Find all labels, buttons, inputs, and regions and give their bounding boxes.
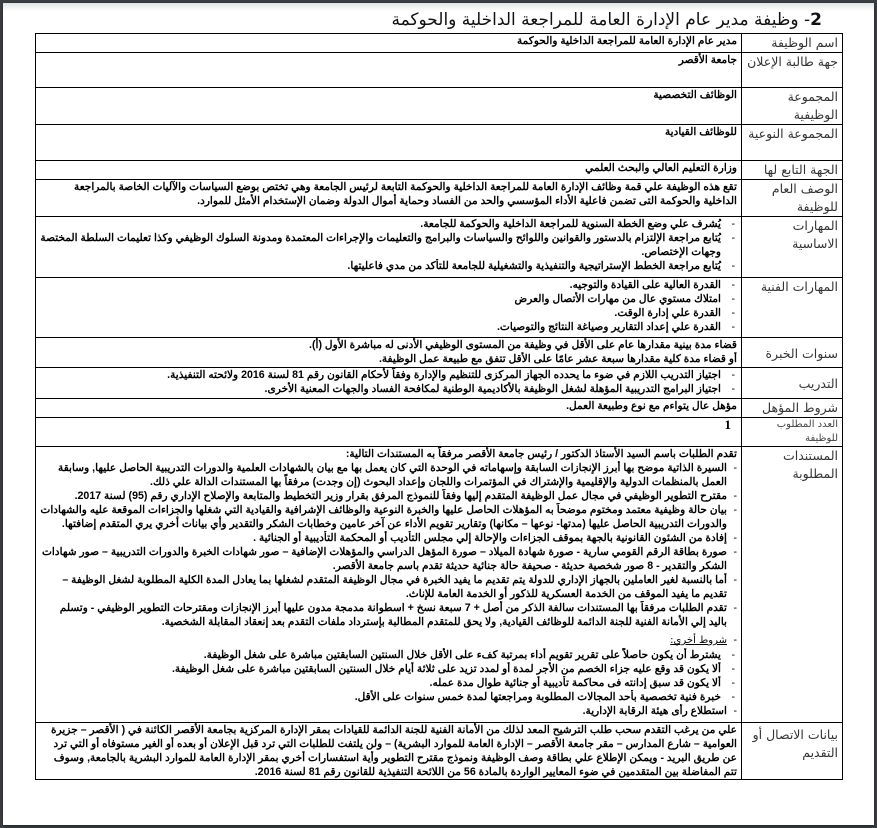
value-required-documents [36,447,742,723]
list-item [40,461,737,489]
list-item [40,278,737,292]
training-list [40,368,737,396]
value-technical-skills [36,278,742,338]
list-item-text: ألا يكون قد سبق إدانته فى محاكمة تأديبية أو جنائية طوال مدة عمله. [429,677,721,689]
list-item [40,545,737,573]
bullet-dash-icon: - [731,383,735,395]
list-item [40,368,737,382]
row-training [36,368,843,399]
list-item [40,231,737,259]
list-item-text: تقدم الطلبات مرفقاً بها المستندات سالفة الذكر من أصل + 7 سبعة نسخ + اسطوانة مدمجة مدون عليها أبرز الإنجازات ومقترحات التطوير الوظيفي - وتسلم باليد إلي الأمانة الفنية للجنة الدائمة للوظائف القيادية, ولا يحق للمتقدم المطالبة بإسترداد ملفات التقدم بعد إنعقاد المقابلة الشخصية. [59,602,727,628]
row-general-description [36,180,843,217]
contact-line: تتم المفاضلة بين المتقدمين في ضوء المعايير الواردة بالمادة 56 من اللائحة التنفيذية للقانون رقم 81 لسنة 2016. [254,766,737,778]
label-affiliated-body: الجهة التابع لها [742,161,843,180]
bullet-dash-icon: - [733,532,737,544]
list-item-text: يُتابع مراجعة الخطط الإستراتيجية والتنفيذية والتشغيلية للجامعة للتأكد من مدي فاعليتها. [347,260,721,272]
heading-text: شروط أخري: [670,635,727,646]
list-item-text: السيرة الذاتية موضح بها أبرز الإنجازات السابقة وإسهاماته في الوحدة التي كان يعمل بها مع بيان بالشهادات العلمية والدورات التدريبية الحاصل عليها, وسابقة العمل بالمنظمات الدولية والإقليمية والإشتراك في المؤتمرات واللجان وإعداد البحوث (إن وجدت) مرفقاً بها المستندات الدالة علي ذلك. [58,462,727,488]
contact-line: عن طريق البريد - ويمكن الإطلاع علي بطاقة وصف الوظيفة ونموذج مقترح التطوير وأية استفسارات أخري بمقر الإدارة العامة للموارد البشرية بالجامعة, وسوف [53,752,737,764]
list-item [40,690,737,704]
other-conditions-list [40,648,737,704]
bullet-dash-icon: - [731,307,735,319]
value-job-name: مدير عام الإدارة العامة للمراجعة الداخلية والحوكمة [36,34,742,53]
list-item [40,531,737,545]
bullet-dash-icon: - [731,293,735,305]
row-affiliated-body [36,161,843,180]
list-item-text: استطلاع رأى هيئة الرقابة الإدارية. [582,705,727,717]
basic-skills-list [40,217,737,273]
label-required-documents: المستندات المطلوبة [742,447,843,723]
bullet-dash-icon: - [733,634,737,646]
bullet-dash-icon: - [733,705,737,717]
job-details-table [35,33,843,780]
documents-intro: تقدم الطلبات باسم السيد الأستاذ الدكتور / رئيس جامعة الأقصر مرفقاً به المستندات التالية: [345,448,737,460]
list-item [40,320,737,334]
list-item [40,306,737,320]
title-number: 2 [810,10,822,30]
label-requesting-body: جهة طالبة الإعلان [742,53,843,88]
label-basic-skills: المهارات الاساسية [742,217,843,278]
experience-line: قضاء مدة بينية مقدارها عام على الأقل في وظيفة من المستوى الوظيفي الأدنى له مباشرة الأول (أ). [309,339,737,351]
bullet-dash-icon: - [731,260,735,272]
list-item [40,676,737,690]
list-item-text: ألا يكون قد وقع عليه جزاء الخصم من الأجر لمدة أو لمدد تزيد على ثلاثة أيام خلال السنتين السابقتين مباشرة على شغل الوظيفة. [171,663,721,675]
row-required-documents [36,447,843,723]
label-job-name: اسم الوظيفة [742,34,843,53]
row-technical-skills [36,278,843,338]
list-item [40,648,737,662]
bullet-dash-icon: - [731,218,735,230]
list-item-text: يُشرف علي وضع الخطة السنوية للمراجعة الداخلية والحوكمة للجامعة. [420,218,721,230]
row-requesting-body [36,53,843,88]
bullet-dash-icon: - [733,546,737,558]
title-text: - وظيفة مدير عام الإدارة العامة للمراجعة الداخلية والحوكمة [391,10,811,30]
bullet-dash-icon: - [731,677,735,689]
other-conditions-heading [40,633,737,648]
bullet-dash-icon: - [733,462,737,474]
list-item [40,259,737,273]
bullet-dash-icon: - [731,663,735,675]
value-required-count [36,418,742,447]
technical-skills-list [40,278,737,334]
list-item [40,503,737,531]
label-experience-years: سنوات الخبرة [742,338,843,368]
row-job-name [36,34,843,53]
bullet-dash-icon: - [731,232,735,244]
other-conditions-list-end [40,704,737,718]
experience-line: أو قضاء مدة كلية مقدارها سبعة عشر عامًا على الأقل تتفق مع طبيعة عمل الوظيفة. [378,353,737,365]
contact-line: العوامية – شارع المدارس – مقر جامعة الأقصر – الإدارة العامة للموارد البشرية) – ولن يلتفت للطلبات التي ترد قبل الإعلان أو بعده أو الغير مستوفاه أو التي ترد [53,738,737,750]
row-experience-years [36,338,843,368]
label-technical-skills: المهارات الفنية [742,278,843,338]
description-line: تقع هذه الوظيفة علي قمة وظائف الإدارة العامة للمراجعة الداخلية والحوكمة التابعة لرئيس الجامعة وهي تختص بوضع السياسات والآليات الخاصة بالمراجعة [74,181,737,193]
list-item-text: صورة بطاقة الرقم القومي سارية - صورة شهادة الميلاد – صورة المؤهل الدراسي والمؤهلات الإضافية – صور شهادات الخبرة والدورات التدريبية – صور شهادات الشكر والتقدير - 8 صور شخصية حديثة - صحيفة حالة جنائية حديثة تقدم باسم جامعة الأقصر. [41,546,727,572]
list-item-text: القدرة العالية على القيادة والتوجيه. [569,279,721,291]
value-qualitative-group: للوظائف القيادية [36,125,742,161]
value-basic-skills [36,217,742,278]
list-item [40,573,737,601]
row-job-group [36,88,843,125]
list-item [40,704,737,718]
bullet-dash-icon: - [733,602,737,614]
list-item-text: امتلاك مستوي عال من مهارات الأتصال والعرض [514,293,721,305]
value-experience-years [36,338,742,368]
value-affiliated-body: وزارة التعليم العالي والبحث العلمي [36,161,742,180]
list-item-text: يشترط أن يكون حاصلاً على تقرير تقويم أداء بمرتبة كفء على الأقل خلال السنتين السابقتين مباشرة على شغل الوظيفة. [203,649,721,661]
bullet-dash-icon: - [731,369,735,381]
list-item [40,489,737,503]
label-training: التدريب [742,368,843,399]
bullet-dash-icon: - [731,279,735,291]
bullet-dash-icon: - [731,649,735,661]
bullet-dash-icon: - [733,490,737,502]
document-title [391,10,822,30]
bullet-dash-icon: - [733,574,737,586]
label-required-count: العدد المطلوب للوظيفة [742,418,843,447]
bullet-dash-icon: - [731,321,735,333]
list-item-text: اجتياز البرامج التدريبية المؤهلة لشغل الوظيفة بالأكاديمية الوطنية لمكافحة الفساد والجهات المعنية الأخرى. [264,383,721,395]
row-required-count [36,418,843,447]
label-job-group: المجموعة الوظيفية [742,88,843,125]
label-qualification: شروط المؤهل [742,399,843,418]
value-training [36,368,742,399]
bullet-dash-icon: - [733,504,737,516]
value-qualification: مؤهل عال يتواءم مع نوع وطبيعة العمل. [36,399,742,418]
description-line: الداخلية والحوكمة التى تضمن فاعلية الأداء المؤسسي والحد من الفساد وحماية أموال الدولة وضمان الإستخدام الأمثل للموارد. [197,195,737,207]
documents-list [40,461,737,648]
value-general-description [36,180,742,217]
list-item [40,601,737,629]
list-item-text: اجتياز التدريب اللازم في ضوء ما يحدده الجهاز المركزى للتنظيم والإدارة وفقاً لأحكام القانون رقم 81 لسنة 2016 ولائحته التنفيذية. [167,369,721,381]
list-item-text: القدرة علي إدارة الوقت. [614,307,721,319]
required-count-number: 1 [724,417,731,432]
list-item-text: إفادة من الشئون القانونية بالجهة بموقف الجزاءات والإحالة إلي مجلس التأديب أو المحكمة التأديبية أو الجنائية . [253,532,727,544]
row-qualitative-group [36,125,843,161]
list-item-text: خبرة فنية تخصصية بأحد المجالات المطلوبة ومراجعتها لمدة خمس سنوات على الأقل. [354,691,721,703]
value-requesting-body: جامعة الأقصر [36,53,742,88]
list-item [40,382,737,396]
bullet-dash-icon: - [731,691,735,703]
row-qualification [36,399,843,418]
value-contact [36,723,742,780]
list-item [40,292,737,306]
contact-line: علي من يرغب التقدم سحب طلب الترشيح المعد لذلك من الأمانة الفنية للجنة الدائمة للقيادات بمقر الإدارة المركزية بجامعة الأقصر الكائنة في ( الأقصر – جزيرة [51,724,737,736]
list-item-text: أما بالنسبة لغير العاملين بالجهاز الإداري للدولة يتم تقديم ما يفيد الخبرة في مجال الوظيفة المتقدم لشغلها بما يعادل المدة الكلية المطلوبة لشغل الوظيفة – تقديم ما يفيد الموقف من الخدمة العسكرية للذكور أو الخدمة العامة للإناث. [62,574,727,600]
label-qualitative-group: المجموعة النوعية [742,125,843,161]
list-item-text: بيان حالة وظيفية معتمد ومختوم موضحاً به المؤهلات الحاصل عليها والخبرة النوعية والوظائف الإشرافية والقيادية التي شغلها والجزاءات الموقعة عليه والشهادات والدورات التدريبية الحاصل عليها (مدتها- نوعها – مكانها) وتقارير تقويم الأداء عن آخر عامين وخطابات الشكر والتقدير وأي بيانات أخري يري المتقدم إضافتها. [40,504,727,530]
list-item-text: مقترح التطوير الوظيفي في مجال عمل الوظيفة المتقدم إليها وفقاً للنموذج المرفق بقرار وزير التخطيط والمتابعة والإصلاح الإداري رقم (95) لسنة 2017. [74,490,727,502]
list-item [40,662,737,676]
row-basic-skills [36,217,843,278]
list-item-text: يُتابع مراجعة الإلتزام بالدستور والقوانين واللوائح والسياسات والبرامج والتعليمات والإجراءات المعتمدة ومدونة السلوك الوظيفي وكذا تعليمات السلطة المختصة وجهات الإختصاص. [40,232,721,258]
list-item [40,217,737,231]
row-contact [36,723,843,780]
label-general-description: الوصف العام للوظيفة [742,180,843,217]
value-job-group: الوظائف التخصصية [36,88,742,125]
label-contact: بيانات الاتصال أو التقديم [742,723,843,780]
list-item-text: القدرة علي إعداد التقارير وصياغة النتائج والتوصيات. [496,321,721,333]
